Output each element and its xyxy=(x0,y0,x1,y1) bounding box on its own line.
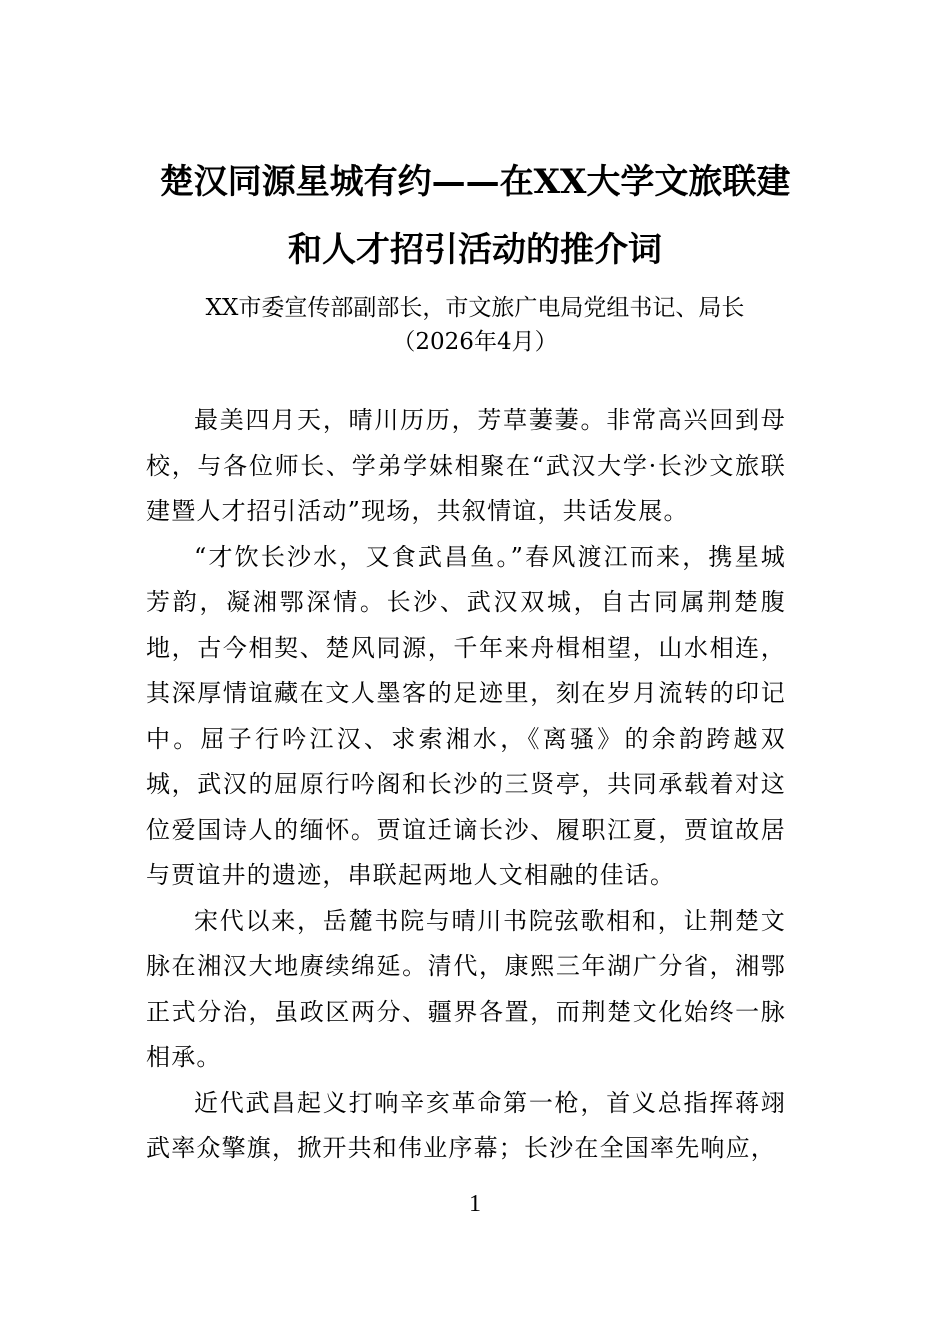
date-line: （2026年4月） xyxy=(392,329,558,355)
document-title-line-1: 楚汉同源星城有约——在XX大学文旅联建 xyxy=(159,162,791,202)
paragraph: “才饮长沙水，又食武昌鱼。”春风渡江而来，携星城芳韵，凝湘鄂深情。长沙、武汉双城，自古同属荆楚腹地，古今相契、楚风同源，千年来舟楫相望，山水相连，其深厚情谊藏在文人墨客的足迹里，刻在岁月流转的印记中。屈子行吟江汉、求索湘水，《离骚》的余韵跨越双城，武汉的屈原行吟阁和长沙的三贤亭，共同承载着对这位爱国诗人的缅怀。贾谊迁谪长沙、履职江夏，贾谊故居与贾谊井的遗迹，串联起两地人文相融的佳话。 xyxy=(146,542,786,889)
page-number: 1 xyxy=(469,1191,481,1217)
document-body xyxy=(146,398,786,1172)
paragraph: 近代武昌起义打响辛亥革命第一枪，首义总指挥蒋翊武率众擎旗，掀开共和伟业序幕；长沙在全国率先响应， xyxy=(146,1088,786,1162)
document-title-line-2: 和人才招引活动的推介词 xyxy=(288,230,662,270)
paragraph: 最美四月天，晴川历历，芳草萋萋。非常高兴回到母校，与各位师长、学弟学妹相聚在“武汉大学·长沙文旅联建暨人才招引活动”现场，共叙情谊，共话发展。 xyxy=(146,406,786,525)
paragraph: 宋代以来，岳麓书院与晴川书院弦歌相和，让荆楚文脉在湘汉大地赓续绵延。清代，康熙三年湖广分省，湘鄂正式分治，虽政区两分、疆界各置，而荆楚文化始终一脉相承。 xyxy=(146,906,786,1071)
author-line: XX市委宣传部副部长，市文旅广电局党组书记、局长 xyxy=(205,295,745,321)
